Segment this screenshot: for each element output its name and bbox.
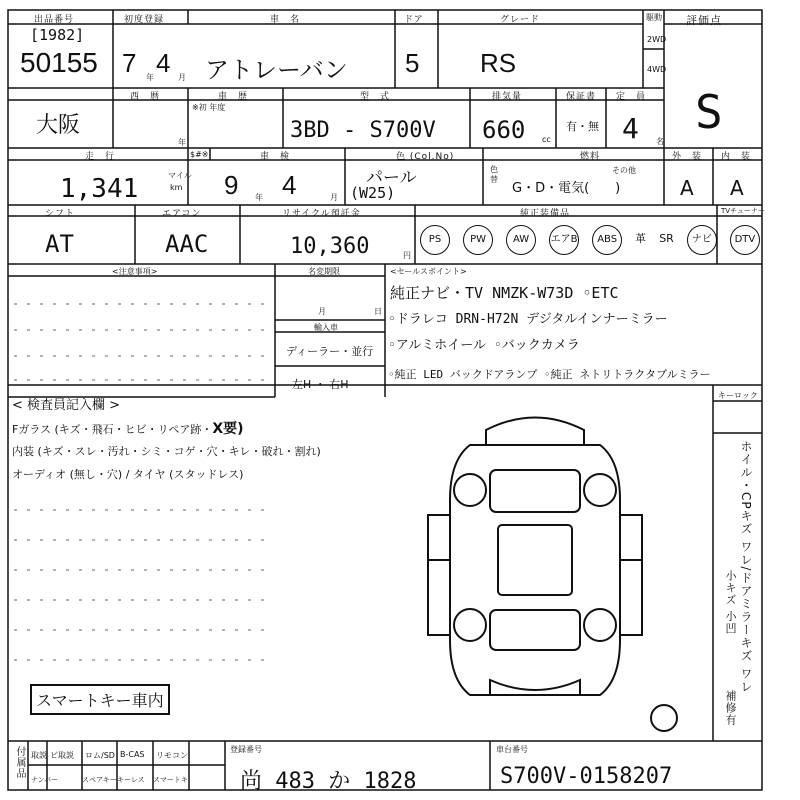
car-diagram (428, 418, 642, 696)
exterior: A (680, 176, 694, 200)
drive-label: 駆動 (646, 13, 662, 22)
acc-manual: 取説 (31, 751, 47, 760)
score: S (695, 85, 723, 139)
month-unit: 月 (178, 73, 186, 82)
inspect-month-unit: 月 (330, 193, 338, 202)
tuner-label: TVチューナー (721, 207, 765, 215)
interior-line: 内装 (キズ・スレ・汚れ・シミ・コゲ・穴・キレ・破れ・割れ) (12, 445, 321, 458)
equip-ps: PS (420, 225, 450, 255)
interior-label: 内 装 (721, 152, 752, 162)
sales-line-3: ◦アルミホイール ◦バックカメラ (388, 338, 580, 353)
recycle: 10,360 (290, 234, 370, 259)
shift-label: シフト (45, 209, 76, 219)
equip-navi: ナビ (687, 225, 717, 255)
type: 3BD - S700V (290, 118, 436, 143)
acc-keyless: キーレス (117, 776, 145, 784)
acc-smartkey: スマートキー (153, 776, 188, 794)
lot-number: 50155 (20, 47, 98, 78)
color-exchange-label: 色替 (490, 165, 498, 184)
first-reg-month: 4 (156, 48, 171, 78)
history-note: ※初 年度 (192, 103, 226, 112)
km-unit: km (170, 183, 183, 192)
acc-plate: ナンバー (31, 776, 59, 784)
year-label: 西 暦 (130, 92, 161, 102)
recycle-label: リサイクル預託金 (282, 209, 361, 219)
inspection-year: 9 (224, 170, 239, 200)
keylock-label: キーロック (718, 391, 758, 400)
legend-text-2: 小キズ 小凹 (724, 570, 737, 635)
fuel: G・D・電気( ) (512, 181, 621, 196)
sales-line-2: ◦ドラレコ DRN-H72N デジタルインナーミラー (388, 312, 668, 327)
acc-navi-manual: ビ取説 (50, 751, 74, 760)
glass-line (12, 418, 244, 438)
equipment-list (420, 225, 760, 255)
model-name: アトレーバン (205, 56, 348, 84)
plate: 尚 483 か 1828 (240, 769, 417, 794)
warranty: 有・無 (566, 120, 599, 133)
import-label: 輸入車 (314, 323, 338, 332)
capacity: 4 (622, 112, 639, 145)
color: パール (366, 168, 417, 188)
capacity-label: 定 員 (616, 92, 647, 102)
mileage: 1,341 (60, 174, 139, 204)
equip-aw: AW (506, 225, 536, 255)
lot-label: 出品番号 (34, 15, 75, 25)
steering-label: 左H ・ 右H (292, 378, 349, 391)
inspection-label: 車 検 (260, 152, 291, 162)
audio-line: オーディオ (無し・穴) / タイヤ (スタッドレス) (12, 468, 244, 481)
equip-dtv: DTV (730, 225, 760, 255)
day-label: 日 (374, 307, 382, 316)
acc-sparekey: スペアキー (82, 776, 117, 784)
displacement: 660 (482, 116, 526, 144)
first-reg-year: 7 (122, 48, 137, 78)
shift: AT (45, 230, 74, 258)
mile-unit: マイル (168, 171, 192, 180)
legend-text-3: 補修有 (724, 690, 737, 726)
equip-leather: 革 (635, 232, 647, 245)
inspect-year-unit: 年 (255, 193, 263, 202)
sales-line-4: ◦純正 LED バックドアランプ ◦純正 ネトリトラクタブルミラー (388, 368, 711, 381)
smartkey-note: スマートキー車内 (30, 684, 170, 715)
sales-line-1: 純正ナビ・TV NMZK-W73D ◦ETC (390, 284, 619, 302)
legend-text: ホイル・CPキズ ワレ/ドアミラーキズ ワレ (739, 440, 753, 694)
grade: RS (480, 48, 517, 78)
name-change-label: 名変期限 (308, 267, 340, 276)
history-label: 車 歴 (218, 92, 249, 102)
warranty-label: 保証書 (566, 92, 597, 102)
glass-text: Fガラス (キズ・飛石・ヒビ・リペア跡・ (12, 423, 213, 436)
plate-label: 登録番号 (230, 745, 262, 754)
first-reg-label: 初度登録 (124, 15, 165, 25)
drive-4wd: 4WD (647, 65, 667, 74)
accessory-side-label: 付属品 (14, 746, 25, 779)
type-label: 型 式 (360, 92, 391, 102)
acc-remote: リモコン (156, 751, 188, 760)
drive-2wd: 2WD (647, 35, 667, 44)
dealer-label: ディーラー・並行 (286, 345, 374, 358)
color-label: 色 (Col.No) (396, 152, 455, 162)
doors-label: ドア (404, 15, 424, 25)
chassis-label: 車台番号 (496, 745, 528, 754)
mileage-label: 走 行 (85, 152, 116, 162)
grade-label: グレード (500, 15, 541, 25)
equip-sr: SR (659, 232, 674, 245)
color-code: (W25) (350, 184, 396, 202)
meter-label: $#※ (190, 150, 209, 159)
doors: 5 (405, 48, 420, 78)
month-label: 月 (318, 307, 326, 316)
exterior-label: 外 装 (672, 152, 703, 162)
equip-pw: PW (463, 225, 493, 255)
glass-mark: X要) (212, 421, 244, 437)
acc-rom: ロム/SD (85, 751, 115, 760)
fuel-other: その他 (612, 166, 636, 175)
acc-bcas: B-CAS (120, 750, 145, 759)
accessory-row-2 (31, 775, 231, 795)
inspection-month: 4 (282, 170, 297, 200)
aircon-label: エアコン (162, 209, 202, 219)
chassis: S700V-0158207 (500, 764, 673, 789)
sales-label: <セールスポイント> (390, 267, 467, 276)
equipment-label: 純正装備品 (520, 209, 571, 219)
region: 大阪 (36, 113, 81, 138)
year-unit: 年 (146, 73, 154, 82)
inspector-title: < 検査員記入欄 > (12, 398, 121, 413)
equip-airbag: エアB (549, 225, 579, 255)
aircon: AAC (165, 230, 209, 258)
year-unit-2: 年 (178, 138, 186, 147)
caution-label: <注意事項> (112, 267, 158, 276)
displacement-label: 排気量 (492, 92, 523, 102)
capacity-unit: 名 (656, 137, 664, 146)
fuel-label: 燃料 (580, 152, 601, 162)
yen-unit: 円 (403, 251, 411, 260)
accessory-row-1 (31, 750, 231, 761)
cc-unit: cc (542, 135, 551, 144)
model-name-label: 車 名 (270, 15, 301, 25)
lot-year: [1982] (30, 26, 85, 44)
score-label: 評価点 (686, 14, 722, 27)
interior: A (730, 176, 744, 200)
mark-circle (651, 705, 677, 731)
equip-abs: ABS (592, 225, 622, 255)
